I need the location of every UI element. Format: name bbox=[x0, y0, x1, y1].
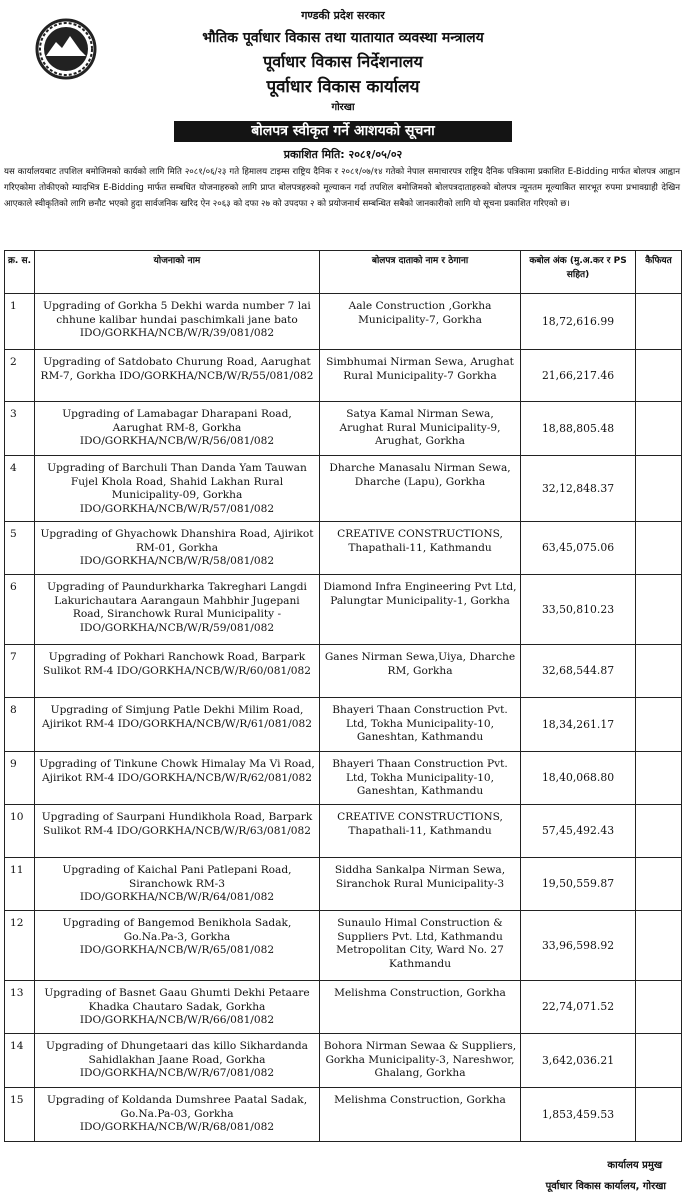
table-row bbox=[5, 981, 682, 1034]
government-name: गण्डकी प्रदेश सरकार bbox=[301, 9, 385, 22]
table-row bbox=[5, 645, 682, 698]
row-project: Upgrading of Basnet Gaau Ghumti Dekhi Petaare Khadka Chautaro Sadak, Gorkha IDO/GORKHA/NCB/W/R/66/081/082 bbox=[35, 981, 320, 1034]
row-remarks bbox=[636, 981, 682, 1034]
table-row bbox=[5, 858, 682, 911]
row-amount: 57,45,492.43 bbox=[521, 805, 636, 858]
row-bidder: CREATIVE CONSTRUCTIONS, Thapathali-11, Kathmandu bbox=[320, 805, 521, 858]
row-bidder: Siddha Sankalpa Nirman Sewa, Siranchok Rural Municipality-3 bbox=[320, 858, 521, 911]
header-amount: कबोल अंक (मु.अ.कर र PS सहित) bbox=[521, 251, 636, 294]
row-bidder: Melishma Construction, Gorkha bbox=[320, 981, 521, 1034]
row-remarks bbox=[636, 350, 682, 402]
row-amount: 19,50,559.87 bbox=[521, 858, 636, 911]
row-project: Upgrading of Bangemod Benikhola Sadak, Go.Na.Pa-3, Gorkha IDO/GORKHA/NCB/W/R/65/081/082 bbox=[35, 911, 320, 981]
row-amount: 63,45,075.06 bbox=[521, 522, 636, 575]
row-project: Upgrading of Paundurkharka Takreghari Langdi Lakurichautara Aarangaun Mahbhir Jugepani Road, Siranchowk Rural Municipality - IDO/GORKHA/NCB/W/R/59/081/082 bbox=[35, 575, 320, 645]
row-project: Upgrading of Saurpani Hundikhola Road, Barpark Sulikot RM-4 IDO/GORKHA/NCB/W/R/63/081/082 bbox=[35, 805, 320, 858]
signature-title: कार्यालय प्रमुख bbox=[607, 1160, 662, 1171]
row-sn: 5 bbox=[5, 522, 35, 575]
row-bidder: Bhayeri Thaan Construction Pvt. Ltd, Tokha Municipality-10, Ganeshtan, Kathmandu bbox=[320, 698, 521, 752]
table-row bbox=[5, 752, 682, 805]
row-remarks bbox=[636, 858, 682, 911]
table-row bbox=[5, 1088, 682, 1142]
row-remarks bbox=[636, 805, 682, 858]
row-sn: 15 bbox=[5, 1088, 35, 1142]
row-sn: 3 bbox=[5, 402, 35, 456]
row-project: Upgrading of Ghyachowk Dhanshira Road, Ajirikot RM-01, Gorkha IDO/GORKHA/NCB/W/R/58/081/082 bbox=[35, 522, 320, 575]
row-remarks bbox=[636, 294, 682, 350]
notice-title: बोलपत्र स्वीकृत गर्ने आशयको सूचना bbox=[174, 121, 512, 142]
table-header-row bbox=[5, 251, 682, 294]
row-sn: 12 bbox=[5, 911, 35, 981]
signature-office: पूर्वाधार विकास कार्यालय, गोरखा bbox=[545, 1181, 666, 1192]
row-amount: 18,88,805.48 bbox=[521, 402, 636, 456]
table-row bbox=[5, 350, 682, 402]
table-row bbox=[5, 575, 682, 645]
row-amount: 32,68,544.87 bbox=[521, 645, 636, 698]
row-project: Upgrading of Kaichal Pani Patlepani Road, Siranchowk RM-3 IDO/GORKHA/NCB/W/R/64/081/082 bbox=[35, 858, 320, 911]
row-bidder: Diamond Infra Engineering Pvt Ltd, Palungtar Municipality-1, Gorkha bbox=[320, 575, 521, 645]
row-remarks bbox=[636, 1034, 682, 1088]
row-project: Upgrading of Lamabagar Dharapani Road, Aarughat RM-8, Gorkha IDO/GORKHA/NCB/W/R/56/081/082 bbox=[35, 402, 320, 456]
row-sn: 10 bbox=[5, 805, 35, 858]
row-remarks bbox=[636, 522, 682, 575]
row-amount: 22,74,071.52 bbox=[521, 981, 636, 1034]
header-remarks: कैफियत bbox=[636, 251, 682, 294]
row-bidder: Melishma Construction, Gorkha bbox=[320, 1088, 521, 1142]
row-sn: 4 bbox=[5, 456, 35, 522]
row-bidder: Dharche Manasalu Nirman Sewa, Dharche (Lapu), Gorkha bbox=[320, 456, 521, 522]
row-amount: 21,66,217.46 bbox=[521, 350, 636, 402]
row-project: Upgrading of Tinkune Chowk Himalay Ma Vi Road, Ajirikot RM-4 IDO/GORKHA/NCB/W/R/62/081/082 bbox=[35, 752, 320, 805]
row-sn: 7 bbox=[5, 645, 35, 698]
row-bidder: Bhayeri Thaan Construction Pvt. Ltd, Tokha Municipality-10, Ganeshtan, Kathmandu bbox=[320, 752, 521, 805]
row-project: Upgrading of Pokhari Ranchowk Road, Barpark Sulikot RM-4 IDO/GORKHA/NCB/W/R/60/081/082 bbox=[35, 645, 320, 698]
row-sn: 11 bbox=[5, 858, 35, 911]
table-row bbox=[5, 456, 682, 522]
row-bidder: Ganes Nirman Sewa,Uiya, Dharche RM, Gorkha bbox=[320, 645, 521, 698]
row-project: Upgrading of Gorkha 5 Dekhi warda number 7 lai chhune kalibar hundai paschimkali jane bato IDO/GORKHA/NCB/W/R/39/081/082 bbox=[35, 294, 320, 350]
row-sn: 14 bbox=[5, 1034, 35, 1088]
table-row bbox=[5, 698, 682, 752]
row-amount: 18,34,261.17 bbox=[521, 698, 636, 752]
row-remarks bbox=[636, 911, 682, 981]
row-bidder: Aale Construction ,Gorkha Municipality-7, Gorkha bbox=[320, 294, 521, 350]
office-city: गोरखा bbox=[331, 102, 355, 113]
published-date: प्रकाशित मिति: २०८१/०५/०२ bbox=[283, 148, 403, 161]
row-sn: 8 bbox=[5, 698, 35, 752]
directorate-name: पूर्वाधार विकास निर्देशनालय bbox=[263, 52, 423, 71]
row-amount: 33,50,810.23 bbox=[521, 575, 636, 645]
row-project: Upgrading of Simjung Patle Dekhi Milim Road, Ajirikot RM-4 IDO/GORKHA/NCB/W/R/61/081/082 bbox=[35, 698, 320, 752]
row-bidder: Sunaulo Himal Construction & Suppliers Pvt. Ltd, Kathmandu Metropolitan City, Ward No. 27 Kathmandu bbox=[320, 911, 521, 981]
row-remarks bbox=[636, 456, 682, 522]
bid-acceptance-table bbox=[4, 250, 682, 1142]
row-bidder: CREATIVE CONSTRUCTIONS, Thapathali-11, Kathmandu bbox=[320, 522, 521, 575]
row-sn: 2 bbox=[5, 350, 35, 402]
row-amount: 18,72,616.99 bbox=[521, 294, 636, 350]
row-amount: 1,853,459.53 bbox=[521, 1088, 636, 1142]
notice-header bbox=[0, 0, 686, 168]
row-project: Upgrading of Satdobato Churung Road, Aarughat RM-7, Gorkha IDO/GORKHA/NCB/W/R/55/081/082 bbox=[35, 350, 320, 402]
row-amount: 33,96,598.92 bbox=[521, 911, 636, 981]
table-row bbox=[5, 1034, 682, 1088]
row-remarks bbox=[636, 752, 682, 805]
table-row bbox=[5, 522, 682, 575]
row-amount: 32,12,848.37 bbox=[521, 456, 636, 522]
header-project: योजनाको नाम bbox=[35, 251, 320, 294]
row-remarks bbox=[636, 575, 682, 645]
table-row bbox=[5, 294, 682, 350]
row-sn: 6 bbox=[5, 575, 35, 645]
row-project: Upgrading of Dhungetaari das killo Sikhardanda Sahidlakhan Jaane Road, Gorkha IDO/GORKHA/NCB/W/R/67/081/082 bbox=[35, 1034, 320, 1088]
row-remarks bbox=[636, 698, 682, 752]
row-sn: 1 bbox=[5, 294, 35, 350]
row-sn: 9 bbox=[5, 752, 35, 805]
row-remarks bbox=[636, 1088, 682, 1142]
row-remarks bbox=[636, 645, 682, 698]
row-bidder: Satya Kamal Nirman Sewa, Arughat Rural Municipality-9, Arughat, Gorkha bbox=[320, 402, 521, 456]
intro-paragraph: यस कार्यालयबाट तपशिल बमोजिमको कार्यको लागि मिति २०८१/०६/२३ गते हिमालय टाइम्स राष्ट्रिय दैनिक र २०८१/०७/१४ गतेको नेपाल समाचारपत्र राष्ट्रिय दैनिक पत्रिकामा प्रकाशित E-Bidding मार्फत बोलपत्र आह्वान गरिएकोमा तोकीएको म्यादभित्र E-Bidding मार्फत सम्बधित योजनाहरुको लागि प्राप्त बोलपत्रहरुको मूल्याकन गर्दा तपशिल बमोजिमको बोलपत्रदाताहरुको बोलपत्र न्यूनतम मूल्याकित सारभूत रुपमा प्रभावग्राही देखिन आएकाले स्वीकृतिको लागि छनौट भएको हुदा सार्वजनिक खरिद ऐन २०६३ को दफा २७ को उपदफा २ को प्रयोजनार्थ सम्बन्धित सबैको जानकारीको लागि यो सूचना प्रकाशित गरिएको छ। bbox=[4, 167, 680, 210]
table-row bbox=[5, 805, 682, 858]
header-bidder: बोलपत्र दाताको नाम र ठेगाना bbox=[320, 251, 521, 294]
row-amount: 3,642,036.21 bbox=[521, 1034, 636, 1088]
row-project: Upgrading of Koldanda Dumshree Paatal Sadak, Go.Na.Pa-03, Gorkha IDO/GORKHA/NCB/W/R/68/081/082 bbox=[35, 1088, 320, 1142]
table-row bbox=[5, 911, 682, 981]
header-sn: क्र. स. bbox=[5, 251, 35, 294]
row-amount: 18,40,068.80 bbox=[521, 752, 636, 805]
office-name: पूर्वाधार विकास कार्यालय bbox=[266, 77, 420, 97]
row-bidder: Simbhumai Nirman Sewa, Arughat Rural Municipality-7 Gorkha bbox=[320, 350, 521, 402]
row-bidder: Bohora Nirman Sewaa & Suppliers, Gorkha Municipality-3, Nareshwor, Ghalang, Gorkha bbox=[320, 1034, 521, 1088]
table-row bbox=[5, 402, 682, 456]
row-sn: 13 bbox=[5, 981, 35, 1034]
row-project: Upgrading of Barchuli Than Danda Yam Tauwan Fujel Khola Road, Shahid Lakhan Rural Municipality-09, Gorkha IDO/GORKHA/NCB/W/R/57/081/082 bbox=[35, 456, 320, 522]
ministry-name: भौतिक पूर्वाधार विकास तथा यातायात व्यवस्था मन्त्रालय bbox=[202, 30, 484, 46]
row-remarks bbox=[636, 402, 682, 456]
